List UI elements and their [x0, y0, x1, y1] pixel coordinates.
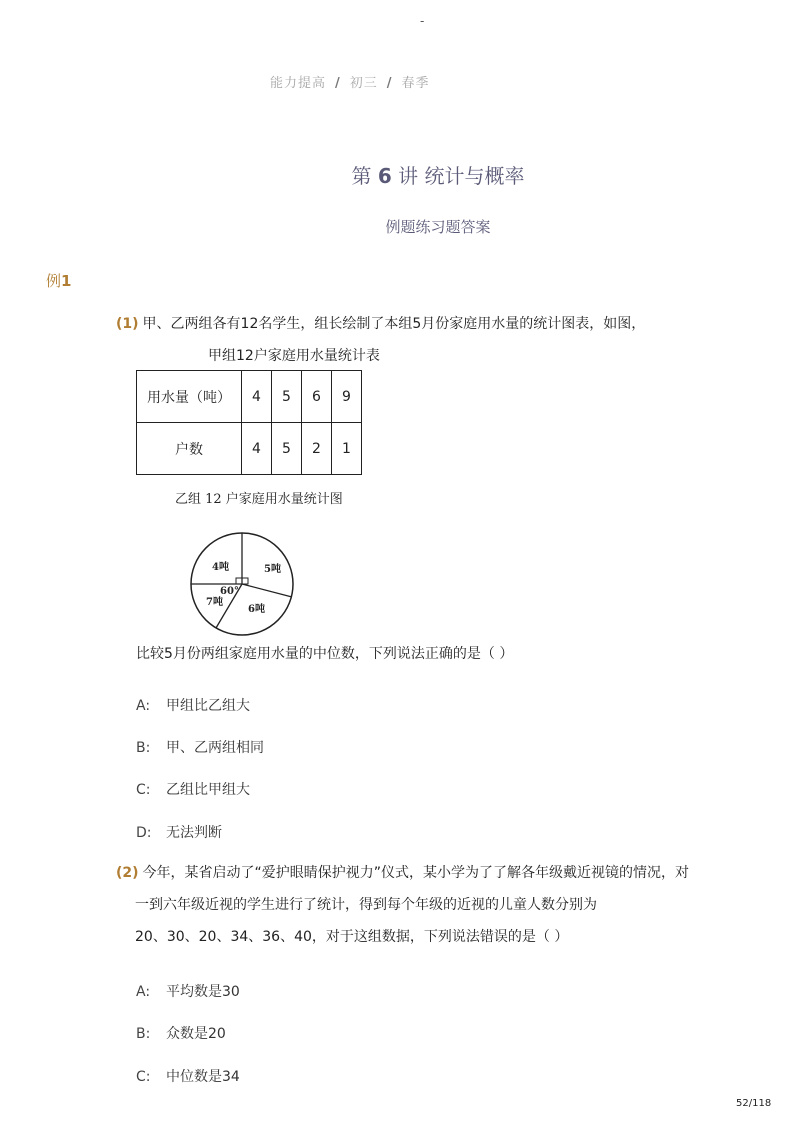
table-caption: 甲组12户家庭用水量统计表	[208, 348, 380, 364]
table-header-cell: 用水量（吨）	[137, 371, 242, 423]
question-text: 甲、乙两组各有12名学生，组长绘制了本组5月份家庭用水量的统计图表，如图，	[142, 316, 646, 332]
pie-angle-label: 60°	[220, 586, 239, 597]
table-cell: 1	[332, 423, 362, 475]
option-b	[136, 737, 264, 757]
table-cell: 6	[302, 371, 332, 423]
pie-label-4t: 4吨	[212, 562, 229, 573]
table-cell: 9	[332, 371, 362, 423]
option-text: 中位数是34	[166, 1069, 240, 1085]
breadcrumb-separator: /	[386, 76, 393, 91]
breadcrumb-item: 春季	[401, 76, 430, 91]
breadcrumb-item: 能力提高	[270, 76, 327, 91]
header-dash: -	[420, 14, 425, 28]
question-1-prompt: 比较5月份两组家庭用水量的中位数，下列说法正确的是（ ）	[136, 646, 514, 662]
breadcrumb-item: 初三	[349, 76, 378, 91]
example-heading	[46, 270, 71, 291]
title-prefix: 第	[351, 164, 372, 188]
water-usage-table	[136, 370, 362, 475]
pie-chart	[186, 526, 302, 642]
example-number: 1	[61, 272, 72, 290]
breadcrumb-separator: /	[335, 76, 341, 91]
table-row	[137, 423, 362, 475]
table-cell: 2	[302, 423, 332, 475]
option-b	[136, 1023, 226, 1043]
title-suffix: 讲 统计与概率	[398, 164, 525, 188]
page-title	[0, 160, 800, 189]
option-label: A:	[136, 984, 151, 1000]
question-2-line-3: 20、30、20、34、36、40，对于这组数据，下列说法错误的是（ ）	[135, 929, 569, 945]
option-text: 平均数是30	[166, 984, 240, 1000]
table-header-cell: 户数	[137, 423, 242, 475]
option-label: B:	[136, 740, 151, 756]
option-label: C:	[136, 782, 151, 798]
question-2-line-2: 一到六年级近视的学生进行了统计，得到每个年级的近视的儿童人数分别为	[135, 897, 597, 913]
page-subtitle: 例题练习题答案	[385, 218, 491, 236]
option-text: 众数是20	[166, 1026, 226, 1042]
option-c	[136, 1066, 240, 1086]
option-text: 甲组比乙组大	[166, 698, 250, 714]
option-c	[136, 779, 250, 799]
table-row	[137, 371, 362, 423]
option-label: D:	[136, 825, 152, 841]
option-a	[136, 695, 250, 715]
question-1-stem	[116, 313, 645, 333]
option-label: B:	[136, 1026, 151, 1042]
option-d	[136, 822, 222, 842]
question-number: (1)	[116, 316, 139, 332]
option-label: A:	[136, 698, 151, 714]
option-label: C:	[136, 1069, 151, 1085]
pie-label-5t: 5吨	[264, 564, 281, 575]
option-a	[136, 981, 240, 1001]
question-text: 今年，某省启动了“爱护眼睛保护视力”仪式，某小学为了了解各年级戴近视镜的情况，对	[142, 865, 690, 881]
question-2-stem	[116, 857, 716, 953]
table-cell: 5	[272, 423, 302, 475]
title-number: 6	[377, 164, 392, 188]
table-cell: 4	[242, 423, 272, 475]
table-cell: 4	[242, 371, 272, 423]
pie-label-7t: 7吨	[206, 597, 223, 608]
page-number: 52/118	[736, 1098, 772, 1109]
question-number: (2)	[116, 865, 139, 881]
example-label: 例	[46, 272, 62, 290]
breadcrumb	[270, 72, 430, 91]
option-text: 甲、乙两组相同	[166, 740, 264, 756]
option-text: 乙组比甲组大	[166, 782, 250, 798]
option-text: 无法判断	[166, 825, 222, 841]
pie-label-6t: 6吨	[248, 604, 265, 615]
question-2-line-1	[116, 857, 716, 889]
table-cell: 5	[272, 371, 302, 423]
pie-caption: 乙组 12 户家庭用水量统计图	[175, 492, 343, 507]
